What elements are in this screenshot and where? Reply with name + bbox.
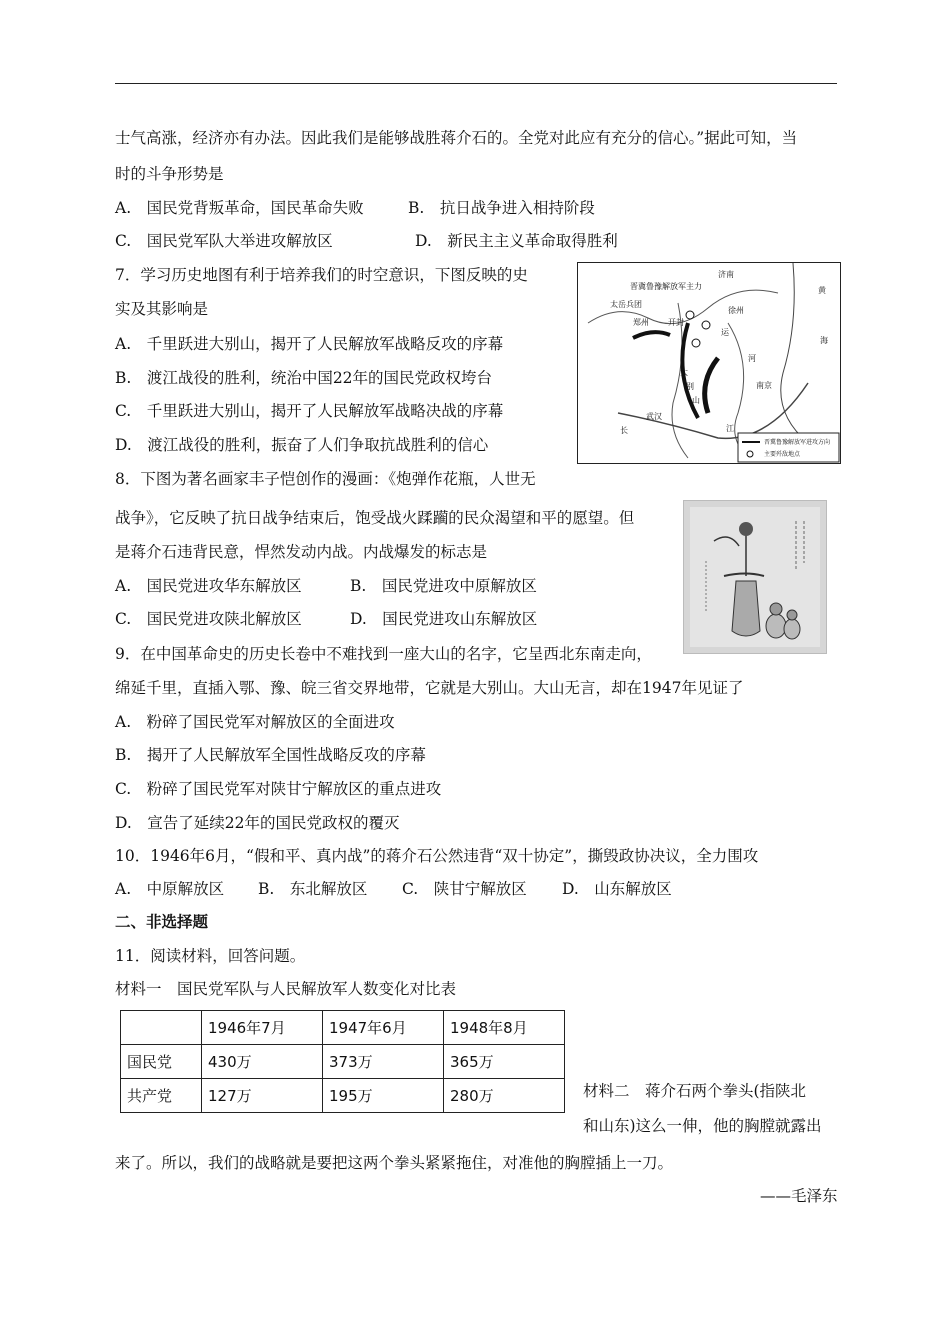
table-header-cell: 1946年7月 (202, 1011, 323, 1045)
q7-stem-line-2: 实及其影响是 (115, 300, 209, 318)
q10-option-c: C. 陕甘宁解放区 (402, 880, 527, 898)
q8-option-b: B. 国民党进攻中原解放区 (350, 577, 537, 595)
map-label-chang: 长 (620, 426, 628, 435)
q8-stem-line-3: 是蒋介石违背民意，悍然发动内战。内战爆发的标志是 (115, 543, 488, 561)
q10-option-b: B. 东北解放区 (258, 880, 368, 898)
q6-option-b: B. 抗日战争进入相持阶段 (408, 199, 595, 217)
map-label-main-force: 晋冀鲁豫解放军主力 (630, 282, 702, 291)
q7-option-a: A. 千里跃进大别山，揭开了人民解放军战略反攻的序幕 (115, 335, 504, 353)
map-label-shan: 山 (692, 396, 700, 405)
q10-option-d: D. 山东解放区 (562, 880, 672, 898)
map-label-wuhan: 武汉 (646, 412, 662, 421)
q9-stem-line-2: 绵延千里，直插入鄂、豫、皖三省交界地带，它就是大别山。大山无言，却在1947年见证了 (115, 679, 744, 697)
table-cell: 共产党 (121, 1079, 202, 1113)
map-label-zhengzhou: 郑州 (633, 318, 649, 327)
map-label-yun: 运 (721, 328, 729, 337)
q8-stem-line-2: 战争》，它反映了抗日战争结束后，饱受战火蹂躏的民众渴望和平的愿望。但 (115, 509, 635, 527)
q6-option-d: D. 新民主主义革命取得胜利 (415, 232, 618, 250)
material-2-line-1: 材料二 蒋介石两个拳头(指陕北 (583, 1082, 807, 1100)
material-2-attribution: ——毛泽东 (760, 1187, 838, 1205)
table-cell: 365万 (444, 1045, 565, 1079)
map-legend-battle: 主要歼敌地点 (764, 451, 801, 458)
table-cell: 195万 (323, 1079, 444, 1113)
q9-option-b: B. 揭开了人民解放军全国性战略反攻的序幕 (115, 746, 426, 764)
map-label-xuzhou: 徐州 (728, 306, 744, 315)
q11-stem: 11．阅读材料，回答问题。 (115, 947, 306, 965)
table-cell: 430万 (202, 1045, 323, 1079)
q9-stem-line-1: 9．在中国革命史的历史长卷中不难找到一座大山的名字，它呈西北东南走向， (115, 645, 652, 663)
material-2-line-2: 和山东)这么一伸，他的胸膛就露出 (583, 1117, 822, 1135)
q7-option-c: C. 千里跃进大别山，揭开了人民解放军战略决战的序幕 (115, 402, 504, 420)
q7-option-d: D. 渡江战役的胜利，振奋了人们争取抗战胜利的信心 (115, 436, 489, 454)
q8-option-a: A. 国民党进攻华东解放区 (115, 577, 302, 595)
q8-stem-line-1: 8．下图为著名画家丰子恺创作的漫画：《炮弹作花瓶，人世无 (115, 470, 536, 488)
q8-option-c: C. 国民党进攻陕北解放区 (115, 610, 302, 628)
material-2-line-3: 来了。所以，我们的战略就是要把这两个拳头紧紧拖住，对准他的胸膛插上一刀。 (115, 1154, 674, 1172)
q6-option-c: C. 国民党军队大举进攻解放区 (115, 232, 333, 250)
feng-zikai-cartoon (683, 500, 827, 654)
material-1-title: 材料一 国民党军队与人民解放军人数变化对比表 (115, 980, 457, 998)
map-label-jinan: 济南 (718, 270, 734, 279)
map-label-kaifeng: 开封 (668, 318, 684, 327)
q7-option-b: B. 渡江战役的胜利，统治中国22年的国民党政权垮台 (115, 369, 493, 387)
header-rule (115, 83, 837, 84)
q7-stem-line-1: 7．学习历史地图有利于培养我们的时空意识，下图反映的史 (115, 266, 528, 284)
table-header-cell: 1948年8月 (444, 1011, 565, 1045)
q10-option-a: A. 中原解放区 (115, 880, 225, 898)
map-label-hai: 海 (820, 336, 828, 345)
map-label-huang: 黄 (818, 286, 826, 295)
table-cell: 国民党 (121, 1045, 202, 1079)
map-label-bie: 别 (686, 382, 694, 391)
dabie-mountain-map (577, 262, 841, 464)
section-2-title: 二、非选择题 (115, 912, 209, 931)
intro-line-2: 时的斗争形势是 (115, 165, 224, 183)
table-header-cell (121, 1011, 202, 1045)
intro-line-1: 士气高涨，经济亦有办法。因此我们是能够战胜蒋介石的。全党对此应有充分的信心。”据此可知，当 (115, 129, 798, 147)
table-cell: 127万 (202, 1079, 323, 1113)
table-header-row (121, 1011, 565, 1045)
table-header-cell: 1947年6月 (323, 1011, 444, 1045)
q9-option-c: C. 粉碎了国民党军对陕甘宁解放区的重点进攻 (115, 780, 442, 798)
map-label-da: 大 (680, 368, 688, 377)
q6-option-a: A. 国民党背叛革命，国民革命失败 (115, 199, 364, 217)
map-label-taiyue: 太岳兵团 (610, 300, 642, 309)
q8-option-d: D. 国民党进攻山东解放区 (350, 610, 538, 628)
table-row (121, 1079, 565, 1113)
q9-option-d: D. 宣告了延续22年的国民党政权的覆灭 (115, 814, 400, 832)
q9-option-a: A. 粉碎了国民党军对解放区的全面进攻 (115, 713, 395, 731)
map-legend-attack: 晋冀鲁豫解放军进攻方向 (764, 439, 831, 446)
table-cell: 373万 (323, 1045, 444, 1079)
troop-comparison-table (120, 1010, 565, 1113)
map-label-he: 河 (748, 354, 756, 363)
table-cell: 280万 (444, 1079, 565, 1113)
map-label-jiang: 江 (726, 424, 734, 433)
table-row (121, 1045, 565, 1079)
q10-stem: 10．1946年6月，“假和平、真内战”的蒋介石公然违背“双十协定”，撕毁政协决议，全力围攻 (115, 847, 759, 865)
map-label-nanjing: 南京 (756, 381, 772, 390)
